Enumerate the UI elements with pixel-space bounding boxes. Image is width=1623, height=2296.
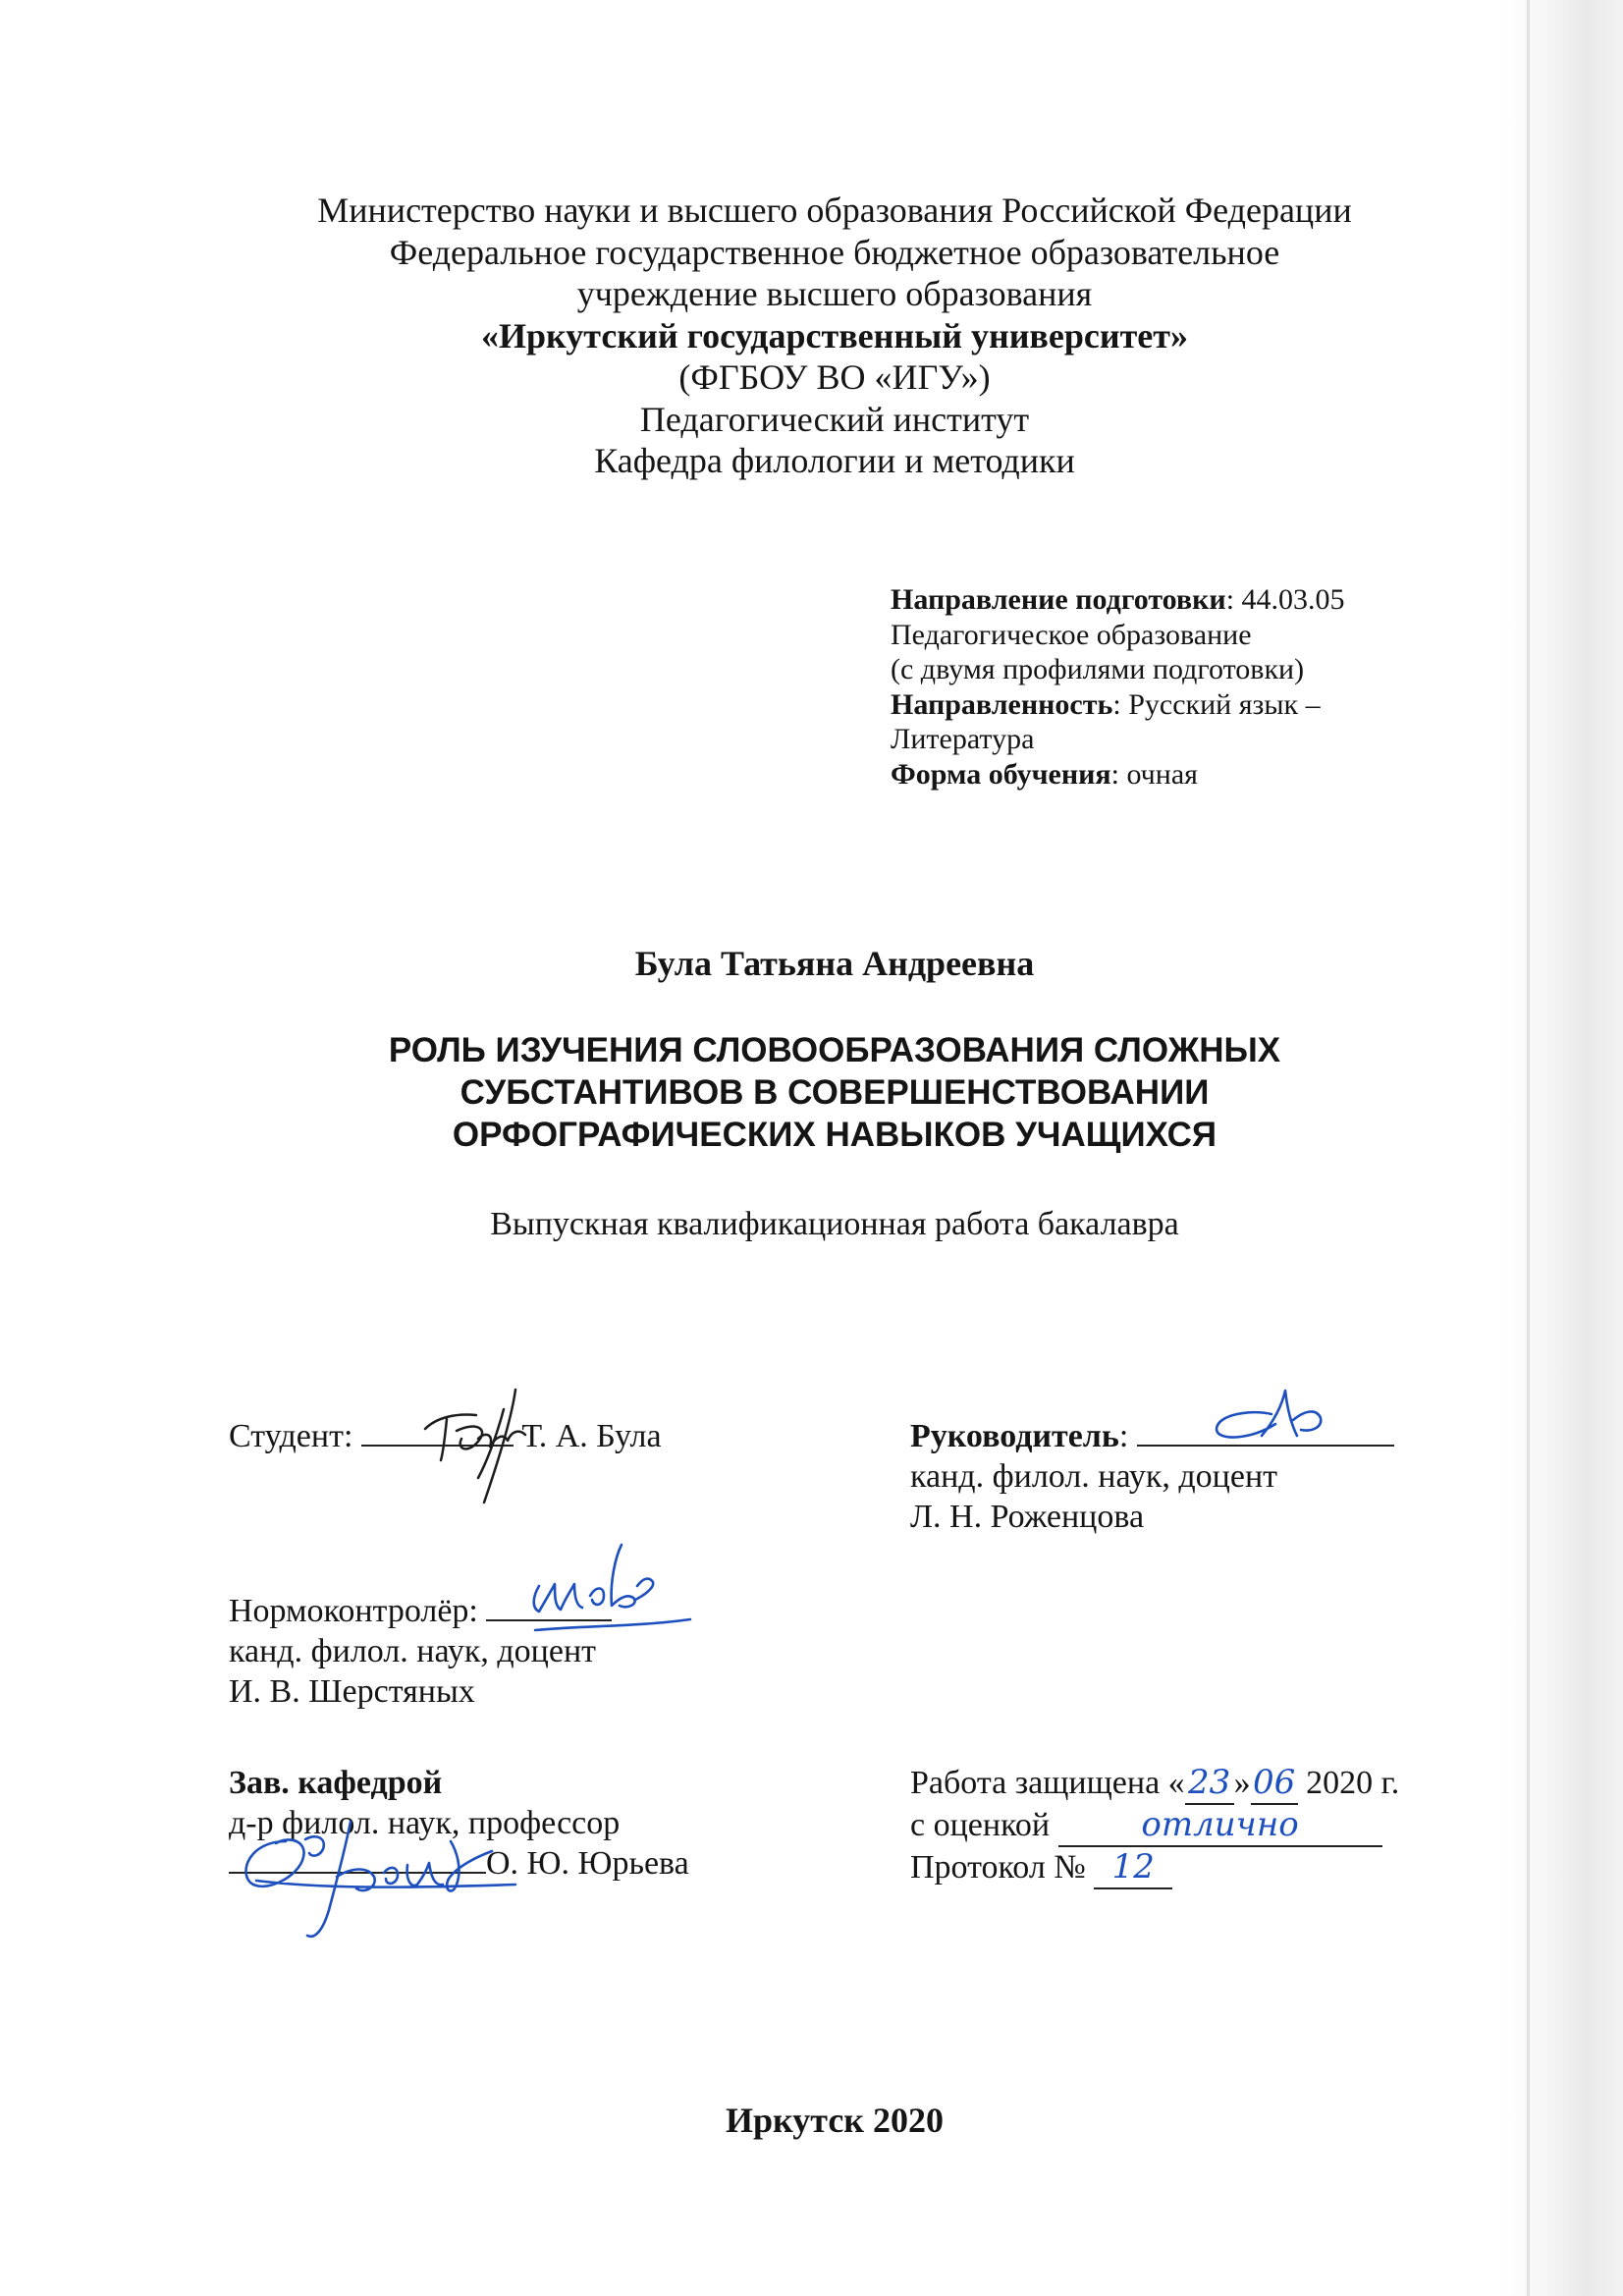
- direction-code: : 44.03.05: [1225, 583, 1345, 616]
- supervisor-signature: [1203, 1385, 1340, 1453]
- institution-type-line: учреждение высшего образования: [576, 274, 1093, 313]
- department-name: Кафедра филологии и методики: [594, 441, 1075, 480]
- work-type: Выпускная квалификационная работа бакалавра: [490, 1206, 1179, 1242]
- focus-label: Направленность: [891, 687, 1113, 721]
- ministry-line: Министерство науки и высшего образования Российской Федерации: [317, 191, 1352, 230]
- defense-year: 2020 г.: [1297, 1765, 1400, 1801]
- university-name: «Иркутский государственный университет»: [481, 315, 1188, 355]
- study-direction-block: [891, 582, 1440, 792]
- defense-day: 23: [1185, 1763, 1234, 1805]
- normcontrol-label: Нормоконтролёр:: [229, 1593, 487, 1629]
- protocol-label: Протокол №: [910, 1849, 1095, 1886]
- defense-mid: »: [1233, 1765, 1251, 1801]
- title-line: ОРФОГРАФИЧЕСКИХ НАВЫКОВ УЧАЩИХСЯ: [452, 1116, 1217, 1154]
- protocol-number: 12: [1094, 1847, 1172, 1889]
- defense-prefix: Работа защищена «: [910, 1765, 1185, 1801]
- city-year: Иркутск 2020: [725, 2101, 945, 2140]
- direction-name: Педагогическое образование: [891, 618, 1252, 651]
- study-form-label: Форма обучения: [891, 757, 1111, 791]
- supervisor-colon: :: [1118, 1418, 1137, 1454]
- grade-label: с оценкой: [910, 1807, 1058, 1843]
- title-line: СУБСТАНТИВОВ В СОВЕРШЕНСТВОВАНИИ: [460, 1073, 1210, 1112]
- title-line: РОЛЬ ИЗУЧЕНИЯ СЛОВООБРАЗОВАНИЯ СЛОЖНЫХ: [388, 1031, 1281, 1069]
- defense-month: 06: [1251, 1763, 1298, 1805]
- institute-name: Педагогический институт: [639, 399, 1030, 439]
- supervisor-degree: канд. филол. наук, доцент: [910, 1458, 1278, 1495]
- direction-profiles: (с двумя профилями подготовки): [891, 653, 1305, 685]
- supervisor-label: Руководитель: [910, 1418, 1119, 1454]
- head-degree: д-р филол. наук, профессор: [229, 1805, 621, 1841]
- focus-value: : Русский язык –: [1112, 687, 1321, 721]
- normcontrol-signature: [525, 1537, 702, 1640]
- normcontrol-name: И. В. Шерстяных: [229, 1673, 475, 1710]
- university-abbr: (ФГБОУ ВО «ИГУ»): [678, 357, 991, 397]
- federal-line: Федеральное государственное бюджетное образовательное: [389, 232, 1280, 272]
- normcontrol-degree: канд. филол. наук, доцент: [229, 1633, 597, 1669]
- head-label: Зав. кафедрой: [229, 1765, 443, 1801]
- direction-label: Направление подготовки: [891, 583, 1226, 616]
- student-signature: [417, 1370, 545, 1507]
- study-form-value: : очная: [1110, 757, 1198, 791]
- author-name: Була Татьяна Андреевна: [634, 944, 1035, 983]
- grade-value: отлично: [1058, 1805, 1382, 1847]
- focus-value-cont: Литература: [891, 723, 1035, 755]
- head-name: О. Ю. Юрьева: [486, 1845, 689, 1882]
- student-label: Студент:: [229, 1418, 361, 1454]
- defense-block: [910, 1763, 1399, 1889]
- head-signature: [221, 1782, 525, 1959]
- institution-header: [0, 190, 1623, 482]
- student-name: Т. А. Була: [513, 1418, 662, 1454]
- supervisor-name: Л. Н. Роженцова: [910, 1499, 1145, 1535]
- thesis-title: [0, 1029, 1623, 1156]
